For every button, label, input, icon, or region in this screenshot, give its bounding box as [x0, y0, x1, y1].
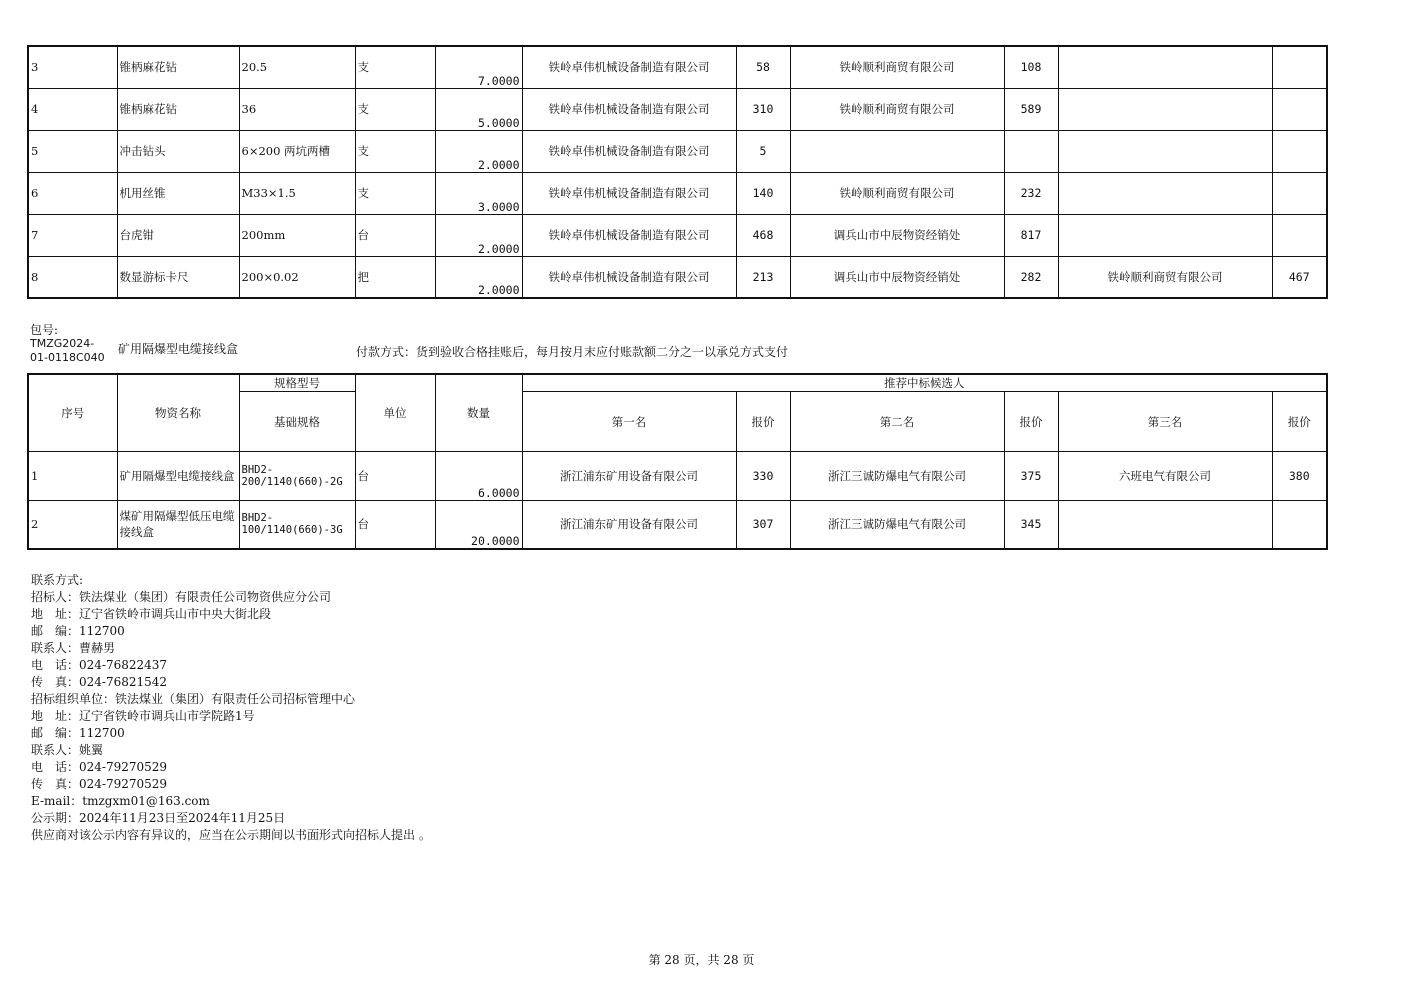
page-footer: 第 28 页，共 28 页 [648, 953, 755, 967]
row-third-price [1272, 46, 1327, 88]
row-spec: M33×1.5 [239, 172, 355, 214]
row-second-candidate: 浙江三诚防爆电气有限公司 [790, 452, 1004, 501]
contact-line: 传 真：024-76821542 [31, 675, 168, 689]
row-second-price: 232 [1004, 172, 1058, 214]
row-first-candidate: 铁岭卓伟机械设备制造有限公司 [522, 256, 736, 298]
row-no: 8 [28, 256, 117, 298]
contact-line: 邮 编：112700 [31, 726, 125, 740]
row-second-price: 282 [1004, 256, 1058, 298]
row-first-candidate: 浙江浦东矿用设备有限公司 [522, 452, 736, 501]
row-no: 4 [28, 88, 117, 130]
row-spec: 200×0.02 [239, 256, 355, 298]
contact-line: 公示期：2024年11月23日至2024年11月25日 [31, 811, 286, 825]
contact-line: 招标组织单位：铁法煤业（集团）有限责任公司招标管理中心 [31, 692, 356, 706]
row-first-price: 307 [736, 501, 790, 549]
row-spec [239, 501, 355, 549]
package-label: 包号: [30, 323, 59, 337]
row-qty: 2.0000 [435, 256, 522, 298]
row-third-candidate [1058, 501, 1272, 549]
package-label-block [30, 323, 105, 365]
row-unit: 把 [355, 256, 435, 298]
row-second-price: 589 [1004, 88, 1058, 130]
row-spec-line2: 100/1140(660)-3G [241, 524, 343, 537]
row-second-candidate: 铁岭顺利商贸有限公司 [790, 46, 1004, 88]
row-third-price [1272, 501, 1327, 549]
row-second-price [1004, 130, 1058, 172]
row-spec: 200mm [239, 214, 355, 256]
contact-line: 招标人：铁法煤业（集团）有限责任公司物资供应分公司 [31, 590, 332, 604]
row-first-price: 213 [736, 256, 790, 298]
row-name: 矿用隔爆型电缆接线盒 [117, 452, 239, 501]
contact-line: 联系人：姚翼 [31, 743, 104, 757]
row-first-candidate: 铁岭卓伟机械设备制造有限公司 [522, 46, 736, 88]
contact-line: 联系方式: [31, 573, 84, 587]
row-spec-line1: BHD2- [241, 512, 274, 525]
row-first-candidate: 铁岭卓伟机械设备制造有限公司 [522, 214, 736, 256]
row-second-candidate: 浙江三诚防爆电气有限公司 [790, 501, 1004, 549]
table-row [28, 256, 1327, 298]
row-no: 3 [28, 46, 117, 88]
payment-terms: 付款方式：货到验收合格挂账后，每月按月末应付账款额二分之一以承兑方式支付 [356, 345, 789, 359]
header-price-2: 报价 [1004, 392, 1058, 452]
items-table-continued [27, 45, 1328, 299]
row-second-price: 108 [1004, 46, 1058, 88]
row-second-price: 375 [1004, 452, 1058, 501]
row-first-price: 5 [736, 130, 790, 172]
package-items-table [27, 373, 1328, 550]
row-second-price: 345 [1004, 501, 1058, 549]
row-name: 煤矿用隔爆型低压电缆接线盒 [117, 501, 239, 549]
row-no: 1 [28, 452, 117, 501]
row-third-candidate [1058, 130, 1272, 172]
contact-line: E-mail：tmzgxm01@163.com [31, 794, 210, 808]
row-third-price [1272, 214, 1327, 256]
row-unit: 支 [355, 130, 435, 172]
row-unit: 台 [355, 452, 435, 501]
row-second-candidate: 调兵山市中辰物资经销处 [790, 256, 1004, 298]
header-price-3: 报价 [1272, 392, 1327, 452]
header-name: 物资名称 [117, 374, 239, 452]
row-qty: 2.0000 [435, 130, 522, 172]
row-name: 机用丝锥 [117, 172, 239, 214]
row-third-price [1272, 88, 1327, 130]
header-first: 第一名 [522, 392, 736, 452]
header-spec: 基础规格 [239, 392, 355, 452]
table-row [28, 88, 1327, 130]
row-spec-line2: 200/1140(660)-2G [241, 476, 343, 488]
row-first-candidate: 浙江浦东矿用设备有限公司 [522, 501, 736, 549]
row-third-candidate: 六班电气有限公司 [1058, 452, 1272, 501]
row-spec-line1: BHD2- [241, 464, 274, 476]
header-no: 序号 [28, 374, 117, 452]
row-third-candidate [1058, 214, 1272, 256]
row-third-price: 467 [1272, 256, 1327, 298]
row-first-price: 330 [736, 452, 790, 501]
row-qty: 20.0000 [435, 501, 522, 549]
contact-line: 传 真：024-79270529 [31, 777, 168, 791]
contact-line: 电 话：024-79270529 [31, 760, 168, 774]
row-third-price: 380 [1272, 452, 1327, 501]
contact-line: 供应商对该公示内容有异议的，应当在公示期间以书面形式向招标人提出 。 [31, 828, 431, 842]
row-no: 7 [28, 214, 117, 256]
row-qty: 6.0000 [435, 452, 522, 501]
row-unit: 台 [355, 214, 435, 256]
row-name: 冲击钻头 [117, 130, 239, 172]
row-second-candidate: 铁岭顺利商贸有限公司 [790, 88, 1004, 130]
contact-line: 地 址：辽宁省铁岭市调兵山市中央大街北段 [31, 607, 272, 621]
row-spec: 6×200 两坑两槽 [239, 130, 355, 172]
row-unit: 支 [355, 88, 435, 130]
row-qty: 3.0000 [435, 172, 522, 214]
row-third-price [1272, 172, 1327, 214]
row-third-candidate [1058, 172, 1272, 214]
table-row [28, 130, 1327, 172]
row-first-candidate: 铁岭卓伟机械设备制造有限公司 [522, 172, 736, 214]
row-first-candidate: 铁岭卓伟机械设备制造有限公司 [522, 88, 736, 130]
row-third-price [1272, 130, 1327, 172]
row-spec: 20.5 [239, 46, 355, 88]
row-unit: 台 [355, 501, 435, 549]
package-id-line2: 01-0118C040 [30, 351, 105, 364]
contact-info [31, 572, 431, 844]
header-unit: 单位 [355, 374, 435, 452]
header-third: 第三名 [1058, 392, 1272, 452]
row-name: 锥柄麻花钻 [117, 46, 239, 88]
row-second-candidate [790, 130, 1004, 172]
row-qty: 7.0000 [435, 46, 522, 88]
row-name: 台虎钳 [117, 214, 239, 256]
row-third-candidate [1058, 46, 1272, 88]
row-second-candidate: 调兵山市中辰物资经销处 [790, 214, 1004, 256]
table-row [28, 452, 1327, 501]
row-first-price: 140 [736, 172, 790, 214]
table-row [28, 46, 1327, 88]
row-no: 5 [28, 130, 117, 172]
row-second-price: 817 [1004, 214, 1058, 256]
row-third-candidate: 铁岭顺利商贸有限公司 [1058, 256, 1272, 298]
contact-line: 地 址：辽宁省铁岭市调兵山市学院路1号 [31, 709, 255, 723]
row-unit: 支 [355, 46, 435, 88]
row-spec: 36 [239, 88, 355, 130]
row-second-candidate: 铁岭顺利商贸有限公司 [790, 172, 1004, 214]
row-no: 2 [28, 501, 117, 549]
contact-line: 电 话：024-76822437 [31, 658, 168, 672]
row-unit: 支 [355, 172, 435, 214]
table-row [28, 172, 1327, 214]
row-qty: 5.0000 [435, 88, 522, 130]
row-name: 数显游标卡尺 [117, 256, 239, 298]
header-price-1: 报价 [736, 392, 790, 452]
row-third-candidate [1058, 88, 1272, 130]
row-name: 锥柄麻花钻 [117, 88, 239, 130]
row-first-price: 310 [736, 88, 790, 130]
contact-line: 邮 编：112700 [31, 624, 125, 638]
header-spec-group: 规格型号 [239, 374, 355, 392]
header-candidates: 推荐中标候选人 [522, 374, 1327, 392]
header-second: 第二名 [790, 392, 1004, 452]
row-no: 6 [28, 172, 117, 214]
package-name: 矿用隔爆型电缆接线盒 [118, 342, 239, 356]
row-first-price: 58 [736, 46, 790, 88]
row-qty: 2.0000 [435, 214, 522, 256]
table-row [28, 214, 1327, 256]
row-first-candidate: 铁岭卓伟机械设备制造有限公司 [522, 130, 736, 172]
package-id-line1: TMZG2024- [30, 337, 95, 350]
contact-line: 联系人：曹赫男 [31, 641, 116, 655]
table-row [28, 501, 1327, 549]
header-qty: 数量 [435, 374, 522, 452]
row-spec [239, 452, 355, 501]
row-first-price: 468 [736, 214, 790, 256]
